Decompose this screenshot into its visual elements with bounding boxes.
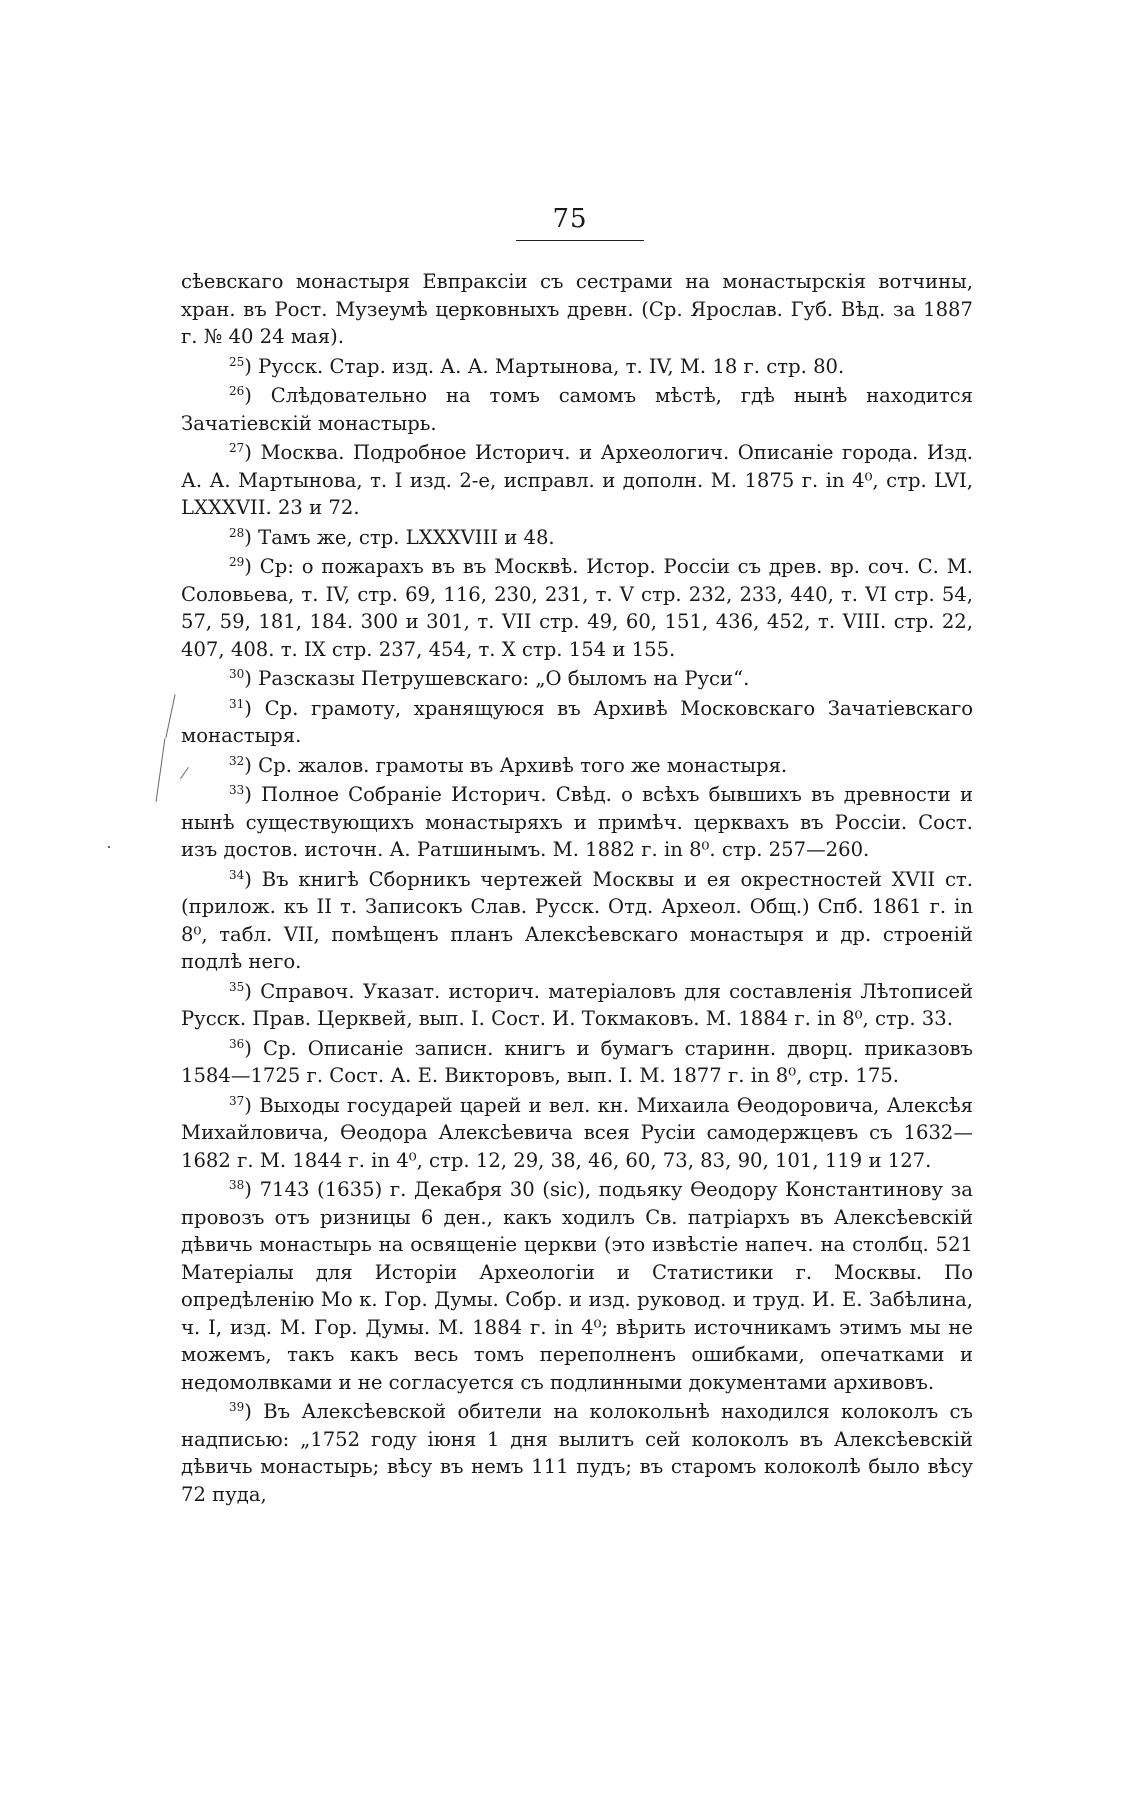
footnote-number: 25 <box>229 354 245 369</box>
footnote-number: 37 <box>229 1093 245 1108</box>
footnote-31: $^{31}$) Ср. грамоту, хранящуюся въ Архивѣ Московскаго Зачатiевскаго монастыря. <box>181 696 974 747</box>
footnote-number: 28 <box>229 525 245 540</box>
footnote-number: 30 <box>229 667 245 681</box>
footnote-37: $^{37}$) Выходы государей царей и вел. кн. Михаила Өеодоровича, Алексѣя Михайловича, Өеодора Алексѣевича всея Русiи самодержцевъ съ 1632—1682 г. М. 1844 г. in 4⁰, стр. 12, 29, 38, 46, 60, 73, 83, 90, 101, 119 и 127. <box>181 1093 973 1172</box>
footnote-number: 36 <box>229 1036 245 1051</box>
note-continuation <box>181 268 973 351</box>
footnote-27: $^{27}$) Москва. Подробное Историч. и Археологич. Описанiе города. Изд. А. А. Мартынова, т. I изд. 2-е, исправл. и дополн. М. 1875 г. in 4⁰, стр. LVI, LXXXVII. 23 и 72. <box>181 441 973 519</box>
footnote-26: $^{26}$) Слѣдовательно на томъ самомъ мѣстѣ, гдѣ нынѣ находится Зачатiевскiй монастырь. <box>181 384 974 435</box>
note-text: Справоч. Указат. историч. матерiаловъ для составленiя Лѣтописей Русск. Прав. Церквей, вып. I. Сост. И. Токмаковъ. М. 1884 г. in 8⁰, стр. 33. <box>181 979 974 1030</box>
footnote-32: $^{32}$) Ср. жалов. грамоты въ Архивѣ того же монастыря. <box>229 753 788 777</box>
footnote-38: $^{38}$) 7143 (1635) г. Декабря 30 (sic), подьяку Өеодору Константинову за провозъ отъ ризницы 6 ден., какъ ходилъ Св. патрiархъ въ Алексѣевскiй дѣвичь монастырь на освященiе церкви (это извѣстiе напеч. на столбц. 521 Матерiалы для Исторiи Археологiи и Статистики г. Москвы. По опредѣленiю Мо к. Гор. Думы. Собр. и изд. руковод. и труд. И. Е. Забѣлина, ч. I, изд. М. Гор. Думы. М. 1884 г. in 4⁰; вѣрить источникамъ этимъ мы не можемъ, такъ какъ весь томъ переполненъ ошибками, опечатками и недомолвками и не согласуется съ подлинными документами архивовъ. <box>181 1178 973 1394</box>
note-text: Ср: о пожарахъ въ въ Москвѣ. Истор. Россiи съ древ. вр. соч. С. М. Соловьева, т. IV, стр. 69, 116, 230, 231, т. V стр. 232, 233, 440, т. VI стр. 54, 57, 59, 181, 184. 300 и 301, т. VII стр. 49, 60, 151, 436, 452, т. VIII. стр. 22, 407, 408. т. IX стр. 237, 454, т. X стр. 154 и 155. <box>181 555 974 661</box>
margin-pencil-mark <box>156 738 166 802</box>
note-text: Слѣдовательно на томъ самомъ мѣстѣ, гдѣ нынѣ находится Зачатiевскiй монастырь. <box>181 384 974 435</box>
note-text: Въ книгѣ Сборникъ чертежей Москвы и ея окрестностей XVII ст. (прилож. къ II т. Записокъ Слав. Русск. Отд. Археол. Общ.) Спб. 1861 г. in 8⁰, табл. VII, помѣщенъ планъ Алексѣевскаго монастыря и др. строенiй подлѣ него. <box>181 867 973 973</box>
note-text: Русск. Стар. изд. А. А. Мартынова, т. IV, М. 18 г. стр. 80. <box>258 354 845 378</box>
footnote-number: 34 <box>229 867 245 882</box>
page-number-rule <box>516 240 644 241</box>
note-text: Въ Алексѣевской обители на колокольнѣ находился колоколъ съ надписью: „1752 году iюня 1 дня вылитъ сей колоколъ въ Алексѣевскiй дѣвичь монастырь; вѣсу въ немъ 111 пудъ; въ старомъ колоколѣ было вѣсу 72 пуда, <box>181 1400 973 1506</box>
note-text: сѣевскаго монастыря Евпраксiи съ сестрами на монастырскiя вотчины, хран. въ Рост. Музеумѣ церковныхъ древн. (Ср. Ярослав. Губ. Вѣд. за 1887 г. № 40 24 мая). <box>181 270 973 348</box>
margin-speck <box>108 846 110 848</box>
note-text: Ср. жалов. грамоты въ Архивѣ того же монастыря. <box>258 753 788 777</box>
footnote-30: $^{30}$) Разсказы Петрушевскаго: „О быломъ на Руси“. <box>229 667 750 690</box>
note-text: Выходы государей царей и вел. кн. Михаила Өеодоровича, Алексѣя Михайловича, Өеодора Алексѣевича всея Русiи самодержцевъ съ 1632—1682 г. М. 1844 г. in 4⁰, стр. 12, 29, 38, 46, 60, 73, 83, 90, 101, 119 и 127. <box>181 1093 973 1172</box>
footnote-29: $^{29}$) Ср: о пожарахъ въ въ Москвѣ. Истор. Россiи съ древ. вр. соч. С. М. Соловьева, т. IV, стр. 69, 116, 230, 231, т. V стр. 232, 233, 440, т. VI стр. 54, 57, 59, 181, 184. 300 и 301, т. VII стр. 49, 60, 151, 436, 452, т. VIII. стр. 22, 407, 408. т. IX стр. 237, 454, т. X стр. 154 и 155. <box>181 555 974 661</box>
footnote-number: 26 <box>229 384 245 398</box>
note-text: Ср. Описанiе записн. книгъ и бумагъ старинн. дворц. приказовъ 1584—1725 г. Сост. А. Е. Викторовъ, вып. I. М. 1877 г. in 8⁰, стр. 175. <box>181 1036 973 1087</box>
note-text: Разсказы Петрушевскаго: „О быломъ на Руси“. <box>258 667 750 690</box>
footnote-25: $^{25}$) Русск. Стар. изд. А. А. Мартынова, т. IV, М. 18 г. стр. 80. <box>229 354 845 378</box>
footnote-35: $^{35}$) Справоч. Указат. историч. матерiаловъ для составленiя Лѣтописей Русск. Прав. Церквей, вып. I. Сост. И. Токмаковъ. М. 1884 г. in 8⁰, стр. 33. <box>181 979 974 1030</box>
note-text: Москва. Подробное Историч. и Археологич. Описанiе города. Изд. А. А. Мартынова, т. I изд. 2-е, исправл. и дополн. М. 1875 г. in 4⁰, стр. LVI, LXXXVII. 23 и 72. <box>181 441 973 519</box>
page-number: 75 <box>552 204 588 234</box>
footnote-28: $^{28}$) Тамъ же, стр. LXXXVIII и 48. <box>229 525 555 549</box>
footnote-33: $^{33}$) Полное Собранiе Историч. Свѣд. о всѣхъ бывшихъ въ древности и нынѣ существующихъ монастыряхъ и примѣч. церквахъ въ Россiи. Сост. изъ достов. источн. А. Ратшинымъ. М. 1882 г. in 8⁰. стр. 257—260. <box>181 783 974 861</box>
footnote-number: 33 <box>229 783 245 797</box>
footnote-36: $^{36}$) Ср. Описанiе записн. книгъ и бумагъ старинн. дворц. приказовъ 1584—1725 г. Сост. А. Е. Викторовъ, вып. I. М. 1877 г. in 8⁰, стр. 175. <box>181 1036 973 1087</box>
note-text: 7143 (1635) г. Декабря 30 (sic), подьяку Өеодору Константинову за провозъ отъ ризницы 6 ден., какъ ходилъ Св. патрiархъ въ Алексѣевскiй дѣвичь монастырь на освященiе церкви (это извѣстiе напеч. на столбц. 521 Матерiалы для Исторiи Археологiи и Статистики г. Москвы. По опредѣленiю Мо к. Гор. Думы. Собр. и изд. руковод. и труд. И. Е. Забѣлина, ч. I, изд. М. Гор. Думы. М. 1884 г. in 4⁰; вѣрить источникамъ этимъ мы не можемъ, такъ какъ весь томъ переполненъ ошибками, опечатками и недомолвками и не согласуется съ подлинными документами архивовъ. <box>181 1178 973 1394</box>
footnote-number: 29 <box>229 555 245 569</box>
footnote-number: 31 <box>229 696 245 711</box>
note-text: Тамъ же, стр. LXXXVIII и 48. <box>258 525 555 549</box>
note-text: Полное Собранiе Историч. Свѣд. о всѣхъ бывшихъ въ древности и нынѣ существующихъ монастыряхъ и примѣч. церквахъ въ Россiи. Сост. изъ достов. источн. А. Ратшинымъ. М. 1882 г. in 8⁰. стр. 257—260. <box>181 783 974 861</box>
footnote-39: $^{39}$) Въ Алексѣевской обители на колокольнѣ находился колоколъ съ надписью: „1752 году iюня 1 дня вылитъ сей колоколъ въ Алексѣевскiй дѣвичь монастырь; вѣсу въ немъ 111 пудъ; въ старомъ колоколѣ было вѣсу 72 пуда, <box>181 1400 973 1506</box>
footnotes-body <box>181 268 973 1508</box>
footnote-number: 35 <box>229 979 245 994</box>
footnote-34: $^{34}$) Въ книгѣ Сборникъ чертежей Москвы и ея окрестностей XVII ст. (прилож. къ II т. Записокъ Слав. Русск. Отд. Археол. Общ.) Спб. 1861 г. in 8⁰, табл. VII, помѣщенъ планъ Алексѣевскаго монастыря и др. строенiй подлѣ него. <box>181 867 973 973</box>
footnote-number: 39 <box>229 1400 245 1414</box>
note-text: Ср. грамоту, хранящуюся въ Архивѣ Московскаго Зачатiевскаго монастыря. <box>181 696 974 747</box>
margin-pencil-mark <box>165 694 175 737</box>
footnote-number: 27 <box>229 441 245 455</box>
footnote-number: 32 <box>229 753 245 768</box>
footnote-number: 38 <box>229 1178 245 1192</box>
